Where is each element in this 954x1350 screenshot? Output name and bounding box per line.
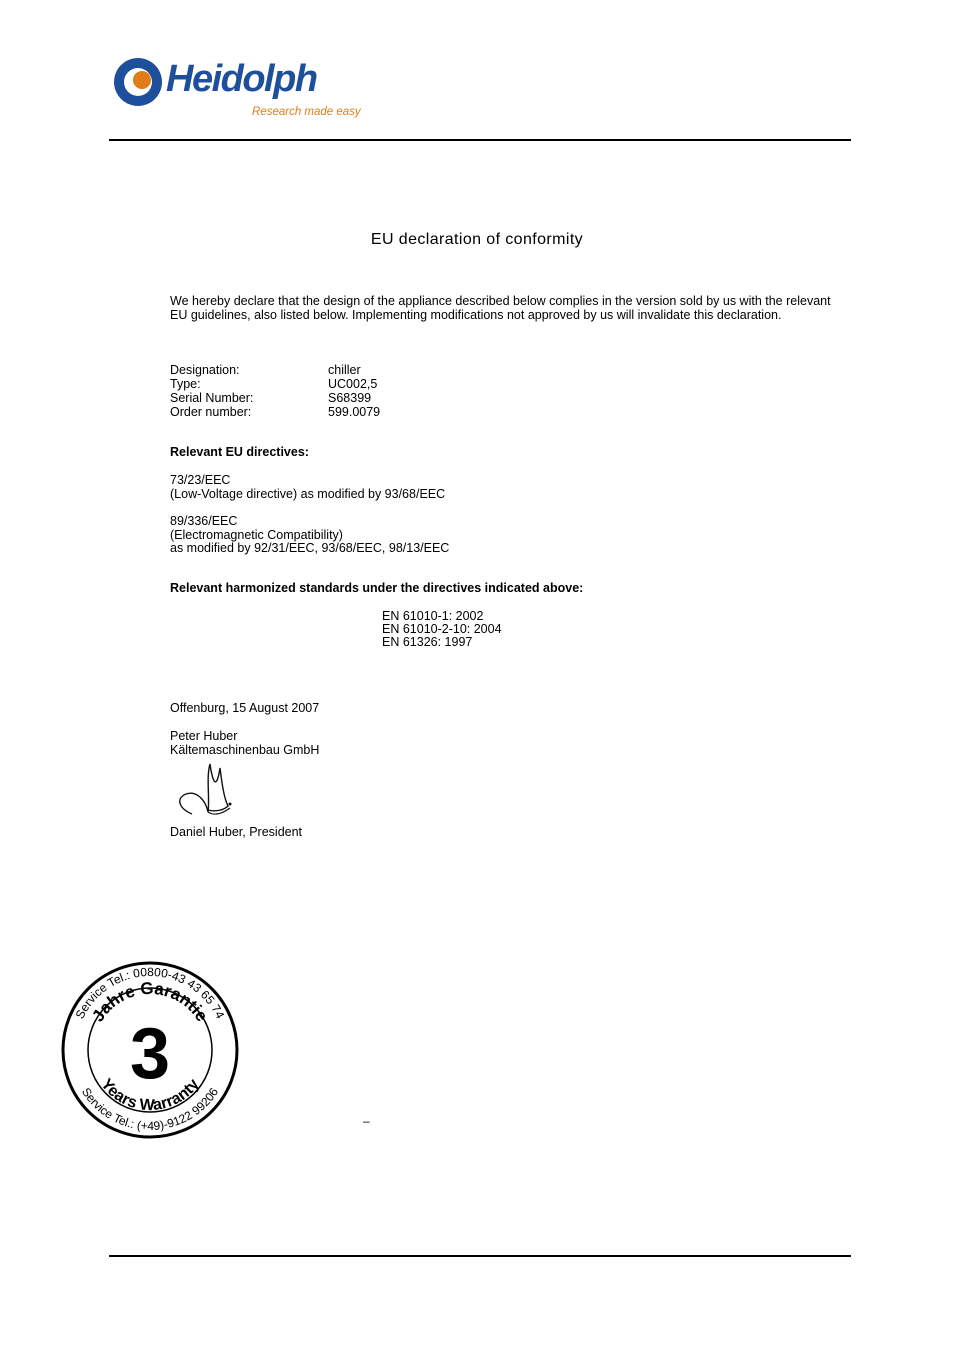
directive-desc: (Electromagnetic Compatibility) <box>170 528 343 542</box>
serial-label: Serial Number: <box>170 391 254 405</box>
designation-label: Designation: <box>170 363 240 377</box>
directive-code: 89/336/EEC <box>170 514 238 528</box>
warranty-stamp <box>60 960 240 1140</box>
logo-tagline: Research made easy <box>252 106 361 118</box>
order-label: Order number: <box>170 405 252 419</box>
directive-desc: as modified by 92/31/EEC, 93/68/EEC, 98/13/EEC <box>170 541 450 555</box>
serial-value: S68399 <box>328 391 372 405</box>
standard-item: EN 61326: 1997 <box>382 635 473 649</box>
svg-text:3: 3 <box>129 1014 171 1094</box>
company-name: Peter Huber <box>170 729 238 743</box>
svg-text:Jahre Garantie: Jahre Garantie <box>88 978 212 1026</box>
dash-mark: – <box>363 1114 370 1128</box>
header-rule <box>109 139 851 141</box>
directive-code: 73/23/EEC <box>170 473 231 487</box>
type-value: UC002,5 <box>328 377 378 391</box>
svg-text:Service Tel.: 00800-43 43 65 7: Service Tel.: 00800-43 43 65 74 <box>72 964 228 1021</box>
standard-item: EN 61010-2-10: 2004 <box>382 622 502 636</box>
directives-heading: Relevant EU directives: <box>170 445 309 459</box>
intro-paragraph: We hereby declare that the design of the appliance described below complies in the version sold by us with the relevant EU guidelines, also listed below. Implementing modifications not approved by us will invalidate this declaration. <box>170 294 831 322</box>
directive-desc: (Low-Voltage directive) as modified by 93/68/EEC <box>170 487 446 501</box>
designation-value: chiller <box>328 363 361 377</box>
logo-wordmark: Heidolph <box>166 58 317 100</box>
signatory-name: Daniel Huber, President <box>170 825 303 839</box>
order-value: 599.0079 <box>328 405 381 419</box>
company-name: Kältemaschinenbau GmbH <box>170 743 320 757</box>
standards-heading: Relevant harmonized standards under the directives indicated above: <box>170 581 584 595</box>
place-date: Offenburg, 15 August 2007 <box>170 701 320 715</box>
document-title: EU declaration of conformity <box>370 231 584 248</box>
type-label: Type: <box>170 377 201 391</box>
footer-rule <box>109 1255 851 1257</box>
standard-item: EN 61010-1: 2002 <box>382 609 484 623</box>
signature-image <box>168 758 238 824</box>
svg-text:Years Warranty: Years Warranty <box>97 1075 203 1115</box>
svg-text:Service Tel.: (+49)-9122 99206: Service Tel.: (+49)-9122 99206 <box>78 1085 222 1134</box>
